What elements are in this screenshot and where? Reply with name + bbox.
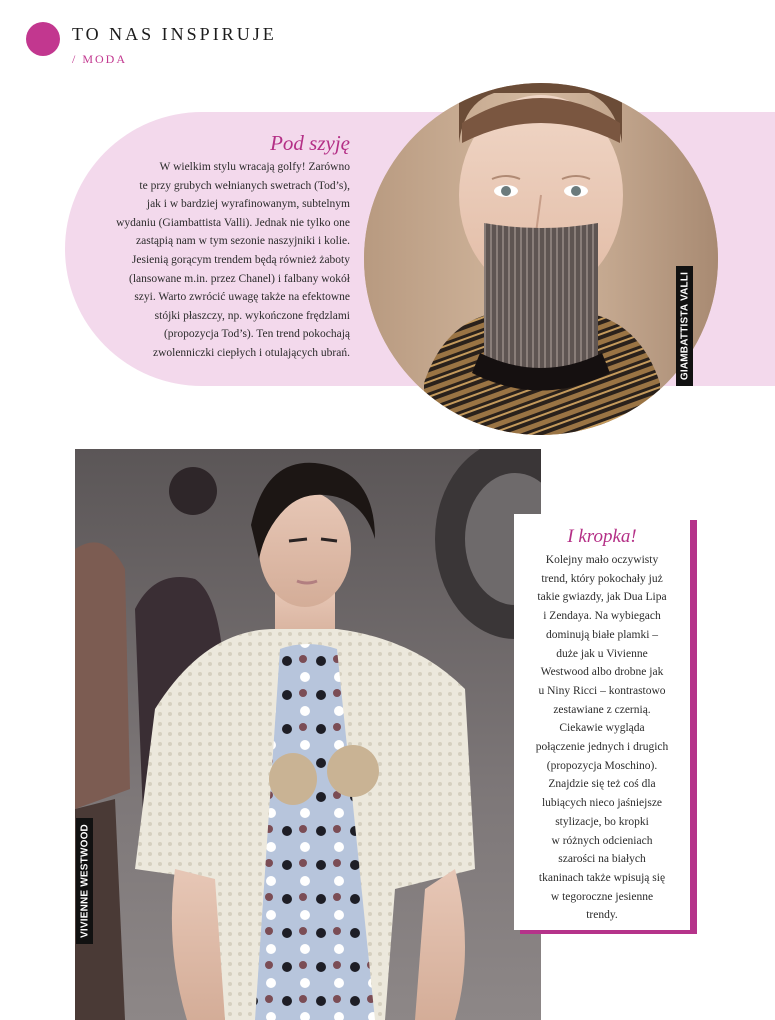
photo-credit-westwood [76,818,93,944]
photo-credit-label: VIVIENNE WESTWOOD [79,824,90,938]
portrait-illustration [364,83,718,435]
text-line: połączenie jednych i drugich [535,741,669,754]
text-line: trendy. [586,909,618,922]
runway-illustration [75,449,541,1020]
text-line: tkaninach także wpisują się [538,871,666,884]
text-line: u Niny Ricci – kontrastowo [538,684,666,697]
text-line: w różnych odcieniach [551,834,653,847]
text-line: szarości na białych [558,853,646,866]
article-neck-body [84,158,350,363]
text-line: Jesienią gorącym trendem będą również żaboty [131,253,350,266]
photo-credit-giambattista [676,266,693,386]
article-dots-body [514,551,690,925]
text-line: trend, który pokochały już [541,572,663,585]
text-line: wydaniu (Giambattista Valli). Jednak nie tylko one [116,216,350,229]
text-line: (propozycja Tod’s). Ten trend pokochają [163,328,350,341]
article-dots-heading: I kropka! [567,526,637,547]
text-line: lubiących nieco jaśniejsze [541,797,663,810]
text-line: Westwood albo drobne jak [540,666,664,679]
text-line: i Zendaya. Na wybiegach [543,610,661,623]
runway-photo [75,449,541,1020]
text-line: szyi. Warto zwrócić uwagę także na efektowne [134,291,350,304]
text-line: (propozycja Moschino). [546,759,658,772]
article-neck-text [84,130,350,363]
photo-credit-label: GIAMBATTISTA VALLI [679,271,690,381]
section-dot-icon [26,22,60,56]
text-line: jak i w bardziej wyrafinowanym, subtelnym [146,198,350,211]
text-line: W wielkim stylu wracają golfy! Zarówno [159,161,350,173]
text-line: Kolejny mało oczywisty [545,554,659,566]
section-subtitle: / MODA [72,52,128,66]
section-title: TO NAS INSPIRUJE [72,24,277,44]
text-line: zwolenniczki ciepłych i otulających ubrań. [152,346,350,359]
text-line: te przy grubych wełnianych swetrach (Tod’s), [139,179,350,192]
article-neck-heading: Pod szyję [270,131,350,155]
text-line: Znajdzie się też coś dla [548,778,656,791]
text-line: stylizacje, bo kropki [555,815,649,828]
text-line: zastąpią nam w tym sezonie naszyjniki i kolie. [136,235,350,248]
article-dots-box [514,514,690,930]
portrait-photo [364,83,718,435]
text-line: dominują białe plamki – [545,628,659,641]
text-line: takie gwiazdy, jak Dua Lipa [537,591,667,604]
text-line: (lansowane m.in. przez Chanel) i falbany wokół [129,272,350,285]
text-line: Ciekawie wygląda [559,722,645,735]
text-line: w tegoroczne jesienne [550,890,654,903]
text-line: duże jak u Vivienne [556,647,648,660]
text-line: zestawiane z czernią. [553,703,651,716]
text-line: stójki płaszczy, np. wykończone frędzlami [154,309,350,322]
